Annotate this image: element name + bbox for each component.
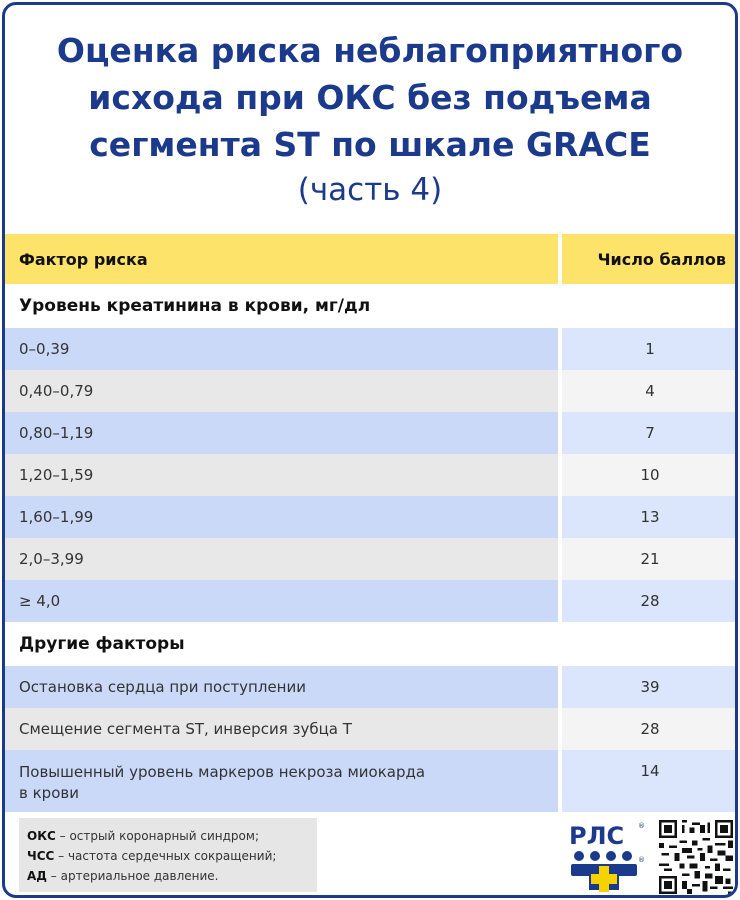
row-label: 1,60–1,99 — [5, 496, 558, 538]
row-points: 4 — [558, 370, 738, 412]
row-label: Смещение сегмента ST, инверсия зубца Т — [5, 708, 558, 750]
section-title: Другие факторы — [19, 634, 185, 654]
row-label: 0–0,39 — [5, 328, 558, 370]
section-creatinine — [5, 284, 738, 328]
row-label: ≥ 4,0 — [5, 580, 558, 622]
row-label: 1,20–1,59 — [5, 454, 558, 496]
title-line-3: сегмента ST по шкале GRACE — [89, 125, 651, 164]
table-row — [5, 580, 738, 622]
row-points: 21 — [558, 538, 738, 580]
footnote-abbr: ОКС — [27, 829, 56, 843]
svg-text:®: ® — [638, 856, 645, 864]
section-title: Уровень креатинина в крови, мг/дл — [19, 296, 371, 316]
row-label — [5, 750, 558, 812]
row-label: 0,40–0,79 — [5, 370, 558, 412]
table-row — [5, 538, 738, 580]
table-row — [5, 496, 738, 538]
header-factor: Фактор риска — [5, 234, 558, 284]
footnote-abbr: ЧСС — [27, 849, 55, 863]
row-label: 2,0–3,99 — [5, 538, 558, 580]
table-row — [5, 750, 738, 812]
infographic-card — [2, 2, 738, 898]
footnote-line — [27, 866, 309, 886]
table-row — [5, 412, 738, 454]
footnote-text: – частота сердечных сокращений; — [54, 849, 277, 863]
risk-table — [5, 234, 738, 812]
table-row — [5, 370, 738, 412]
rls-logo — [567, 820, 647, 896]
footnote-line — [27, 826, 309, 846]
row-label-line-2: в крови — [19, 784, 79, 802]
table-row — [5, 708, 738, 750]
row-points: 7 — [558, 412, 738, 454]
logo-text: РЛС — [569, 822, 625, 850]
table-header — [5, 234, 738, 284]
row-points: 1 — [558, 328, 738, 370]
row-label: Остановка сердца при поступлении — [5, 666, 558, 708]
abbreviations-footnote — [19, 818, 317, 892]
table-row — [5, 666, 738, 708]
title-line-2: исхода при ОКС без подъема — [88, 78, 652, 117]
footnote-line — [27, 846, 309, 866]
logo-mark: ® — [638, 822, 645, 830]
row-points: 14 — [558, 750, 738, 812]
footnote-text: – артериальное давление. — [46, 869, 219, 883]
row-points: 39 — [558, 666, 738, 708]
table-row — [5, 454, 738, 496]
table-row — [5, 328, 738, 370]
title-line-1: Оценка риска неблагоприятного — [56, 31, 684, 70]
row-points: 28 — [558, 708, 738, 750]
row-label: 0,80–1,19 — [5, 412, 558, 454]
row-points: 28 — [558, 580, 738, 622]
footnote-abbr: АД — [27, 869, 47, 883]
row-points: 10 — [558, 454, 738, 496]
title-subtitle: (часть 4) — [297, 172, 443, 208]
qr-code-icon — [659, 820, 733, 894]
footnote-text: – острый коронарный синдром; — [55, 829, 259, 843]
row-label-line-1: Повышенный уровень маркеров некроза миокарда — [19, 763, 426, 781]
row-points: 13 — [558, 496, 738, 538]
header-points: Число баллов — [558, 234, 738, 284]
section-other-factors — [5, 622, 738, 666]
page-title — [5, 27, 735, 212]
